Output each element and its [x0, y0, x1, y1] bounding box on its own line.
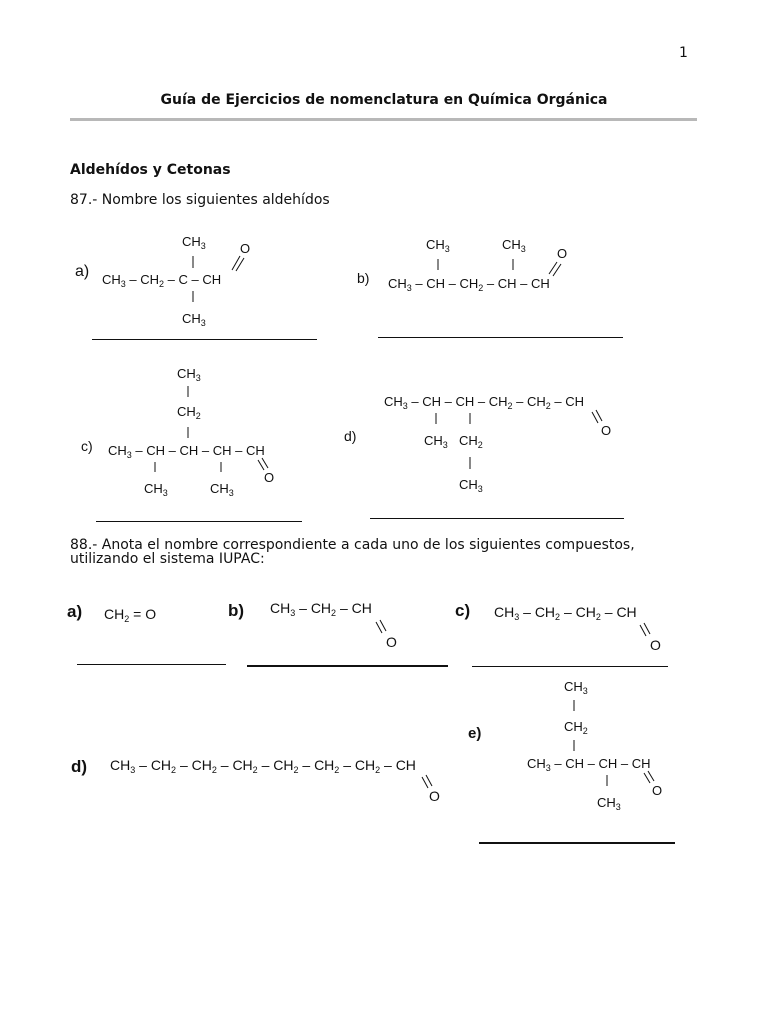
svg-text:CH3 – CH2 – C – CH: $CH_3 - CH_2$ – C – CH: [102, 272, 222, 289]
label-88e: e): [468, 725, 482, 742]
structure-88d: [71, 757, 440, 804]
page-title: Guía de Ejercicios de nomenclatura en Química Orgánica: [160, 92, 608, 108]
svg-text:O: O: [652, 783, 663, 798]
svg-text:CH3 – CH – CH – CH: $CH_3$ – CH – CH – CH: [527, 756, 651, 773]
svg-text:O: O: [650, 637, 661, 653]
structure-87b: [357, 237, 567, 293]
label-88c: c): [455, 601, 471, 620]
answer-line-87c[interactable]: [96, 521, 302, 522]
svg-text:CH3: $CH_3$: [459, 477, 483, 494]
label-87c: c): [81, 438, 93, 454]
structure-88b: [228, 600, 397, 650]
svg-text:CH2: $CH_2$: [564, 719, 588, 736]
answer-line-87b[interactable]: [378, 337, 623, 338]
answer-line-87a[interactable]: [92, 339, 317, 340]
label-87a: a): [75, 263, 90, 280]
structure-87a: [75, 234, 250, 328]
question-88-line2: utilizando el sistema IUPAC:: [70, 551, 265, 567]
question-87: 87.- Nombre los siguientes aldehídos: [70, 192, 330, 208]
svg-text:CH3 – CH2 – CH2 – CH2 – CH2 –: $CH_3 - CH_2 - CH_2 - CH_2 - CH_2 - CH_2 - CH_2$ – CH: [110, 757, 416, 775]
structure-88a: [67, 602, 156, 624]
svg-text:CH2: $CH_2$: [177, 404, 201, 421]
svg-text:CH3: $CH_3$: [144, 481, 168, 498]
structure-88e: [468, 679, 662, 812]
svg-text:O: O: [557, 246, 568, 261]
answer-line-88a[interactable]: [77, 664, 226, 665]
svg-text:CH3: $CH_3$: [177, 366, 201, 383]
svg-text:CH3: $CH_3$: [182, 234, 206, 251]
svg-text:CH3: $CH_3$: [210, 481, 234, 498]
question-88-line1: 88.- Anota el nombre correspondiente a cada uno de los siguientes compuestos,: [70, 537, 635, 553]
svg-text:O: O: [240, 241, 251, 256]
label-87b: b): [357, 270, 370, 286]
answer-line-88e[interactable]: [479, 842, 675, 844]
svg-text:CH3: $CH_3$: [597, 795, 621, 812]
label-88b: b): [228, 601, 245, 620]
svg-text:O: O: [264, 470, 275, 485]
svg-text:O: O: [601, 423, 612, 438]
section-heading: Aldehídos y Cetonas: [70, 162, 231, 178]
structure-87c: [81, 366, 274, 498]
svg-text:O: O: [429, 788, 440, 804]
answer-line-87d[interactable]: [370, 518, 624, 519]
svg-text:CH2: $CH_2$: [459, 433, 483, 450]
label-88d: d): [71, 757, 88, 776]
page-number: 1: [679, 45, 688, 61]
answer-line-88c[interactable]: [472, 666, 668, 667]
svg-text:CH3 – CH – CH – CH2 – CH2 – CH: $CH_3$ – CH – CH – $CH_2 - CH_2$ – CH: [384, 394, 584, 411]
svg-text:CH3 – CH2 – CH2 – CH: $CH_3 - CH_2 - CH_2$ – CH: [494, 604, 637, 622]
svg-text:O: O: [386, 634, 397, 650]
svg-text:CH3: $CH_3$: [424, 433, 448, 450]
svg-text:CH3: $CH_3$: [564, 679, 588, 696]
svg-text:CH3 – CH – CH2 – CH – CH: $CH_3$ – CH – $CH_2$ – CH – CH: [388, 276, 550, 293]
answer-line-88b[interactable]: [247, 665, 448, 667]
label-87d: d): [344, 428, 357, 444]
structure-88c: [455, 601, 661, 653]
svg-text:CH3: $CH_3$: [426, 237, 450, 254]
svg-text:CH3 – CH – CH – CH – CH: $CH_3$ – CH – CH – CH – CH: [108, 443, 265, 460]
svg-text:CH3 – CH2 – CH: $CH_3 - CH_2$ – CH: [270, 600, 372, 618]
svg-text:CH2 = O: $CH_2 = O$: [104, 606, 157, 624]
svg-text:CH3: $CH_3$: [502, 237, 526, 254]
label-88a: a): [67, 602, 83, 621]
svg-text:CH3: $CH_3$: [182, 311, 206, 328]
structure-87d: [344, 394, 611, 494]
